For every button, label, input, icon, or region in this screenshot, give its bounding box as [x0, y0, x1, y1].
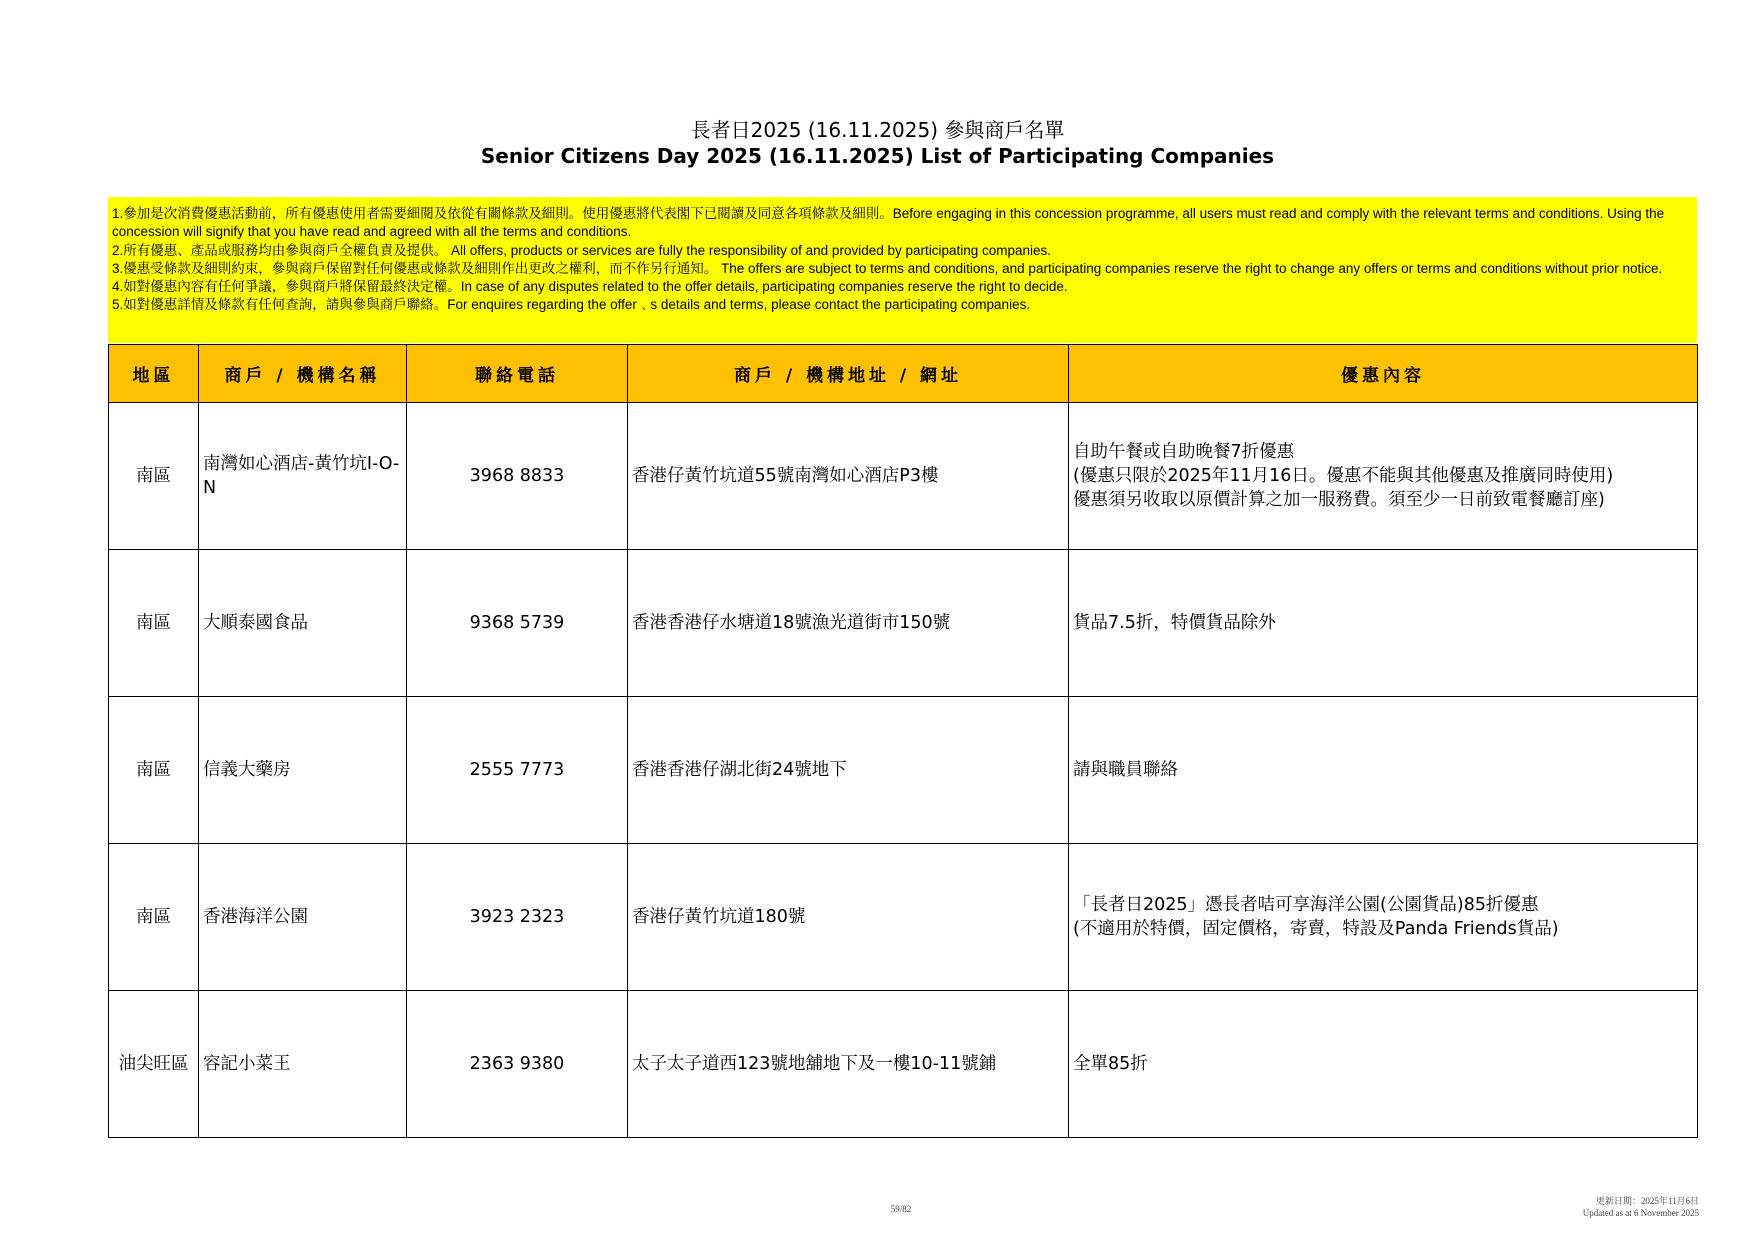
cell-district: 南區 [109, 550, 199, 697]
cell-address: 香港香港仔水塘道18號漁光道街市150號 [628, 550, 1069, 697]
cell-merchant-name: 容記小菜王 [199, 991, 407, 1138]
merchant-table [108, 344, 1698, 1138]
cell-phone: 3923 2323 [407, 844, 628, 991]
terms-notice [108, 197, 1697, 343]
cell-phone: 2363 9380 [407, 991, 628, 1138]
offer-line: 「長者日2025」憑長者咭可享海洋公園(公園貨品)85折優惠 [1073, 895, 1539, 915]
cell-phone: 9368 5739 [407, 550, 628, 697]
offer-line: 全單85折 [1073, 1054, 1148, 1074]
header-phone: 聯絡電話 [407, 345, 628, 403]
offer-line: 貨品7.5折，特價貨品除外 [1073, 613, 1276, 633]
page-title-english: Senior Citizens Day 2025 (16.11.2025) List of Participating Companies [480, 144, 1275, 168]
header-merchant-name: 商戶 / 機構名稱 [199, 345, 407, 403]
cell-offer [1069, 697, 1698, 844]
notice-item-3: 3.優惠受條款及細則約束，參與商戶保留對任何優惠或條款及細則作出更改之權利，而不作另行通知。 The offers are subject to terms and conditions, and participating companies reserve the right to change any offers or terms and conditions without prior notice. [112, 260, 1663, 276]
cell-district: 油尖旺區 [109, 991, 199, 1138]
offer-line: 請與職員聯絡 [1073, 760, 1178, 780]
table-row [109, 991, 1698, 1138]
table-row [109, 403, 1698, 550]
update-date-chinese: 更新日期：2025年11月6日 [1595, 1196, 1699, 1206]
offer-line: (優惠只限於2025年11月16日。優惠不能與其他優惠及推廣同時使用) [1073, 466, 1614, 486]
notice-item-2: 2.所有優惠、產品或服務均由參與商戶全權負責及提供。 All offers, products or services are fully the responsibility of and provided by participating companies. [112, 242, 1052, 258]
offer-line: 優惠須另收取以原價計算之加一服務費。須至少一日前致電餐廳訂座) [1073, 490, 1605, 510]
cell-district: 南區 [109, 844, 199, 991]
cell-district: 南區 [109, 403, 199, 550]
offer-line: (不適用於特價，固定價格，寄賣，特設及Panda Friends貨品) [1073, 919, 1559, 939]
cell-phone: 3968 8833 [407, 403, 628, 550]
cell-offer [1069, 991, 1698, 1138]
page-number: 59/82 [890, 1204, 912, 1214]
cell-merchant-name: 大順泰國食品 [199, 550, 407, 697]
cell-merchant-name: 香港海洋公園 [199, 844, 407, 991]
header-offer: 優惠內容 [1069, 345, 1698, 403]
cell-address: 香港仔黃竹坑道55號南灣如心酒店P3樓 [628, 403, 1069, 550]
cell-merchant-name: 信義大藥房 [199, 697, 407, 844]
offer-line: 自助午餐或自助晚餐7折優惠 [1073, 442, 1295, 462]
cell-address: 香港仔黃竹坑道180號 [628, 844, 1069, 991]
notice-item-5: 5.如對優惠詳情及條款有任何查詢，請與參與商戶聯絡。For enquires regarding the offer﹑s details and terms, please contact the participating companies. [112, 297, 1031, 313]
page-title-chinese: 長者日2025 (16.11.2025) 參與商戶名單 [690, 118, 1065, 142]
header-address: 商戶 / 機構地址 / 網址 [628, 345, 1069, 403]
update-date [1583, 1195, 1699, 1219]
update-date-english: Updated as at 6 November 2025 [1582, 1208, 1699, 1218]
cell-address: 太子太子道西123號地舖地下及一樓10-11號鋪 [628, 991, 1069, 1138]
cell-offer [1069, 844, 1698, 991]
table-row [109, 550, 1698, 697]
table-header-row [109, 345, 1698, 403]
table-row [109, 697, 1698, 844]
cell-offer [1069, 403, 1698, 550]
cell-address: 香港香港仔湖北街24號地下 [628, 697, 1069, 844]
header-district: 地區 [109, 345, 199, 403]
cell-district: 南區 [109, 697, 199, 844]
notice-item-1: 1.參加是次消費優惠活動前，所有優惠使用者需要細閱及依從有關條款及細則。使用優惠將代表閣下已閱讀及同意各項條款及細則。Before engaging in this concession programme, all users must read and comply with the relevant terms and conditions. Using the concession will signify that you have read and agreed with all the terms and conditions. [112, 206, 1665, 240]
notice-item-4: 4.如對優惠內容有任何爭議，參與商戶將保留最終決定權。In case of any disputes related to the offer details, participating companies reserve the right to decide. [112, 279, 1068, 295]
cell-merchant-name: 南灣如心酒店-黃竹坑I-O-N [199, 403, 407, 550]
table-row [109, 844, 1698, 991]
cell-phone: 2555 7773 [407, 697, 628, 844]
cell-offer [1069, 550, 1698, 697]
